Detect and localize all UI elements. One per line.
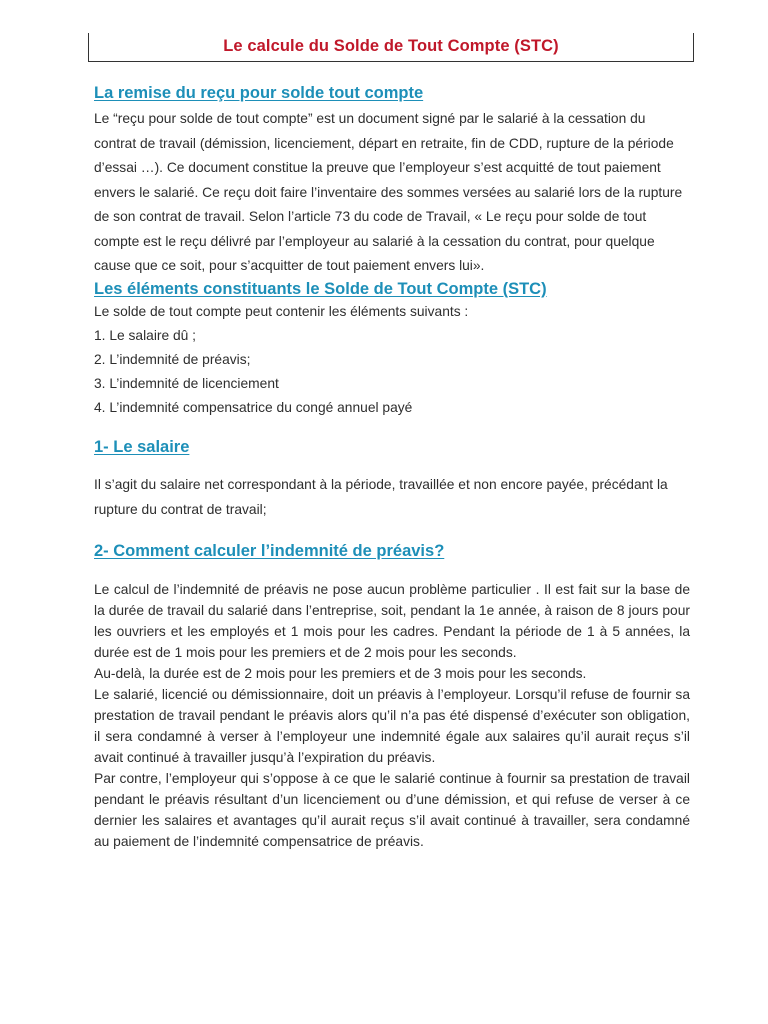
document-title: Le calcule du Solde de Tout Compte (STC) (223, 37, 559, 55)
heading-remise: La remise du reçu pour solde tout compte (94, 84, 424, 102)
document-body (94, 82, 692, 852)
heading-salaire: 1- Le salaire (94, 438, 190, 456)
title-box (88, 33, 694, 62)
list-item: 1. Le salaire dû ; (94, 328, 197, 343)
paragraph-salaire: Il s’agit du salaire net correspondant à la période, travaillée et non encore payée, précédant la rupture du contrat de travail; (94, 477, 668, 517)
list-item: 2. L’indemnité de préavis; (94, 352, 251, 367)
paragraph-preavis-4: Par contre, l’employeur qui s’oppose à ce que le salarié continue à fournir sa prestation de travail pendant le préavis résultant d’un licenciement ou d’une démission, et qui refuse de verser à ce dernier les salaires et avantages qu’il aurait reçus s’il avait continué à travailler, sera condamné au paiement de l’indemnité compensatrice de préavis. (94, 771, 690, 849)
preavis-text (94, 579, 690, 852)
section-elements (94, 278, 692, 421)
elements-list (94, 324, 692, 420)
paragraph-remise: Le “reçu pour solde de tout compte” est un document signé par le salarié à la cessation du contrat de travail (démission, licenciement, départ en retraite, fin de CDD, rupture de la période d’essai …). Ce document constitue la preuve que l’employeur s’est acquitté de tout paiement envers le salarié. Ce reçu doit faire l’inventaire des sommes versées au salarié lors de la rupture de son contrat de travail. Selon l’article 73 du code de Travail, « Le reçu pour solde de tout compte est le reçu délivré par l’employeur au salarié à la cessation du contrat, pour quelque cause que ce soit, pour s’acquitter de tout paiement envers lui». (94, 111, 683, 273)
heading-elements: Les éléments constituants le Solde de Tout Compte (STC) (94, 279, 547, 298)
heading-preavis: 2- Comment calculer l’indemnité de préavis? (94, 542, 445, 560)
paragraph-preavis-1: Le calcul de l’indemnité de préavis ne pose aucun problème particulier . Il est fait sur la base de la durée de travail du salarié dans l’entreprise, soit, pendant la 1e année, à raison de 8 jours pour les ouvriers et les employés et 1 mois pour les cadres. Pendant la période de 1 à 5 années, la durée est de 1 mois pour les premiers et de 2 mois pour les seconds. (94, 582, 690, 660)
paragraph-preavis-2: Au-delà, la durée est de 2 mois pour les premiers et de 3 mois pour les seconds. (94, 666, 587, 681)
list-item: 4. L’indemnité compensatrice du congé annuel payé (94, 400, 413, 415)
section-remise (94, 82, 692, 279)
elements-intro: Le solde de tout compte peut contenir les éléments suivants : (94, 303, 469, 319)
list-item: 3. L’indemnité de licenciement (94, 376, 279, 391)
paragraph-preavis-3: Le salarié, licencié ou démissionnaire, doit un préavis à l’employeur. Lorsqu’il refuse de fournir sa prestation de travail pendant le préavis alors qu’il n’a pas été dispensé d’exécuter son obligation, il sera condamné à verser à l’employeur une indemnité égale aux salaires qu’il aurait reçus s’il avait continué à travailler jusqu’à l’expiration du préavis. (94, 687, 690, 765)
section-salaire (94, 436, 692, 522)
section-preavis (94, 540, 692, 852)
